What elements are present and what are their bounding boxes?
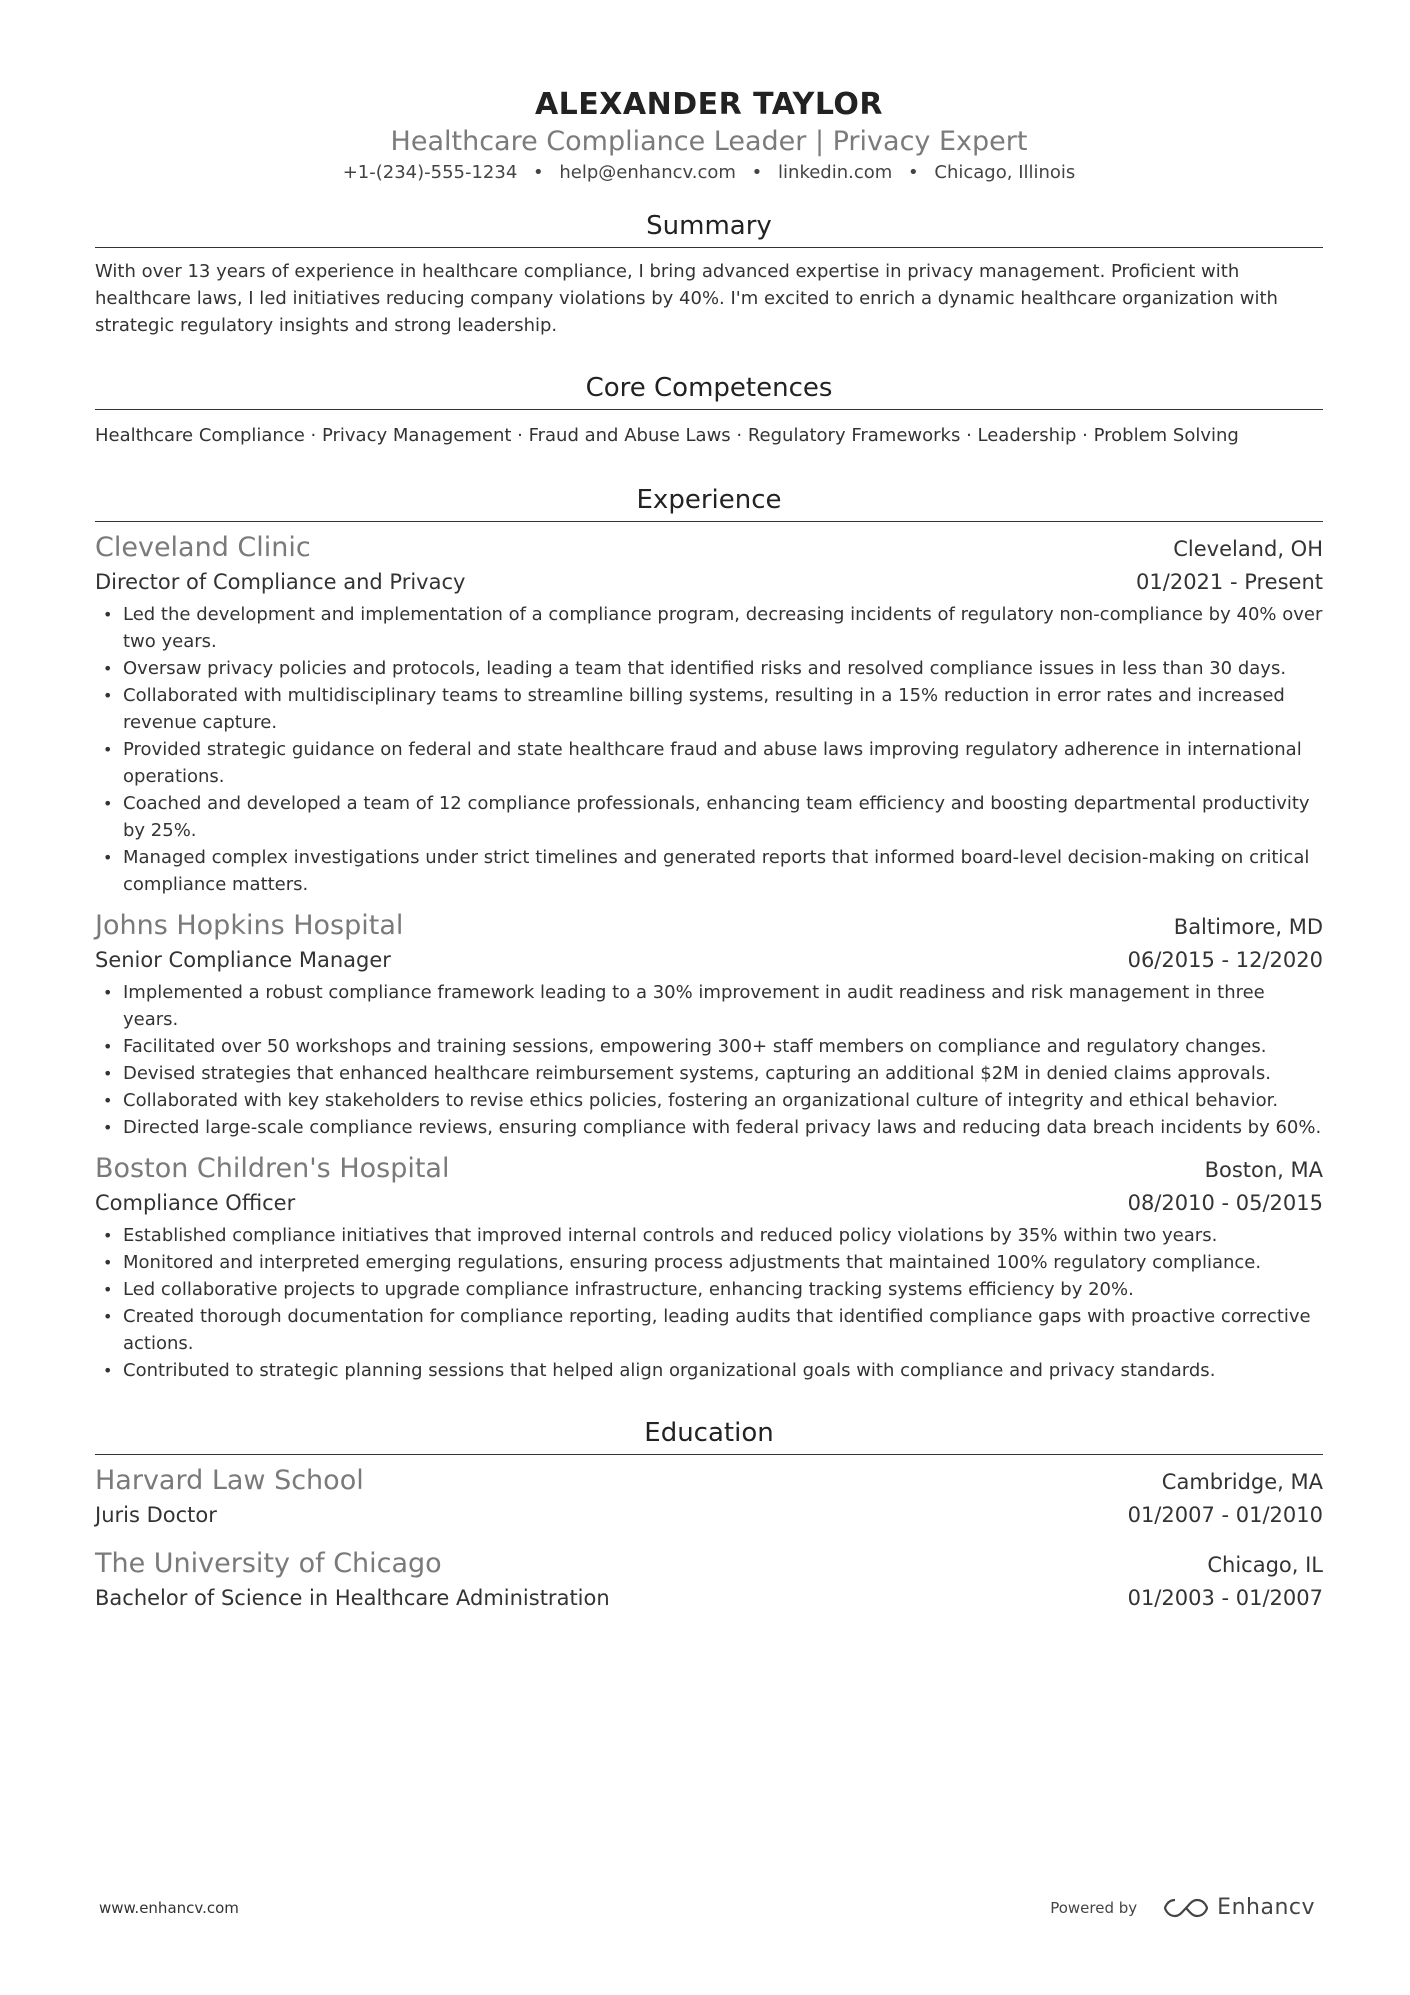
degree: Juris Doctor — [95, 1503, 217, 1527]
competences-section — [95, 371, 1323, 449]
entry-dates: 06/2015 - 12/2020 — [1127, 948, 1323, 972]
bullet-item: • Created thorough documentation for compliance reporting, leading audits that identified compliance gaps with proactive corrective actions. — [123, 1303, 1323, 1357]
bullet-item: • Contributed to strategic planning sessions that helped align organizational goals with compliance and privacy standards. — [123, 1357, 1323, 1384]
education-entry — [95, 1463, 1323, 1530]
entry-subhead — [95, 1500, 1323, 1530]
summary-text: With over 13 years of experience in healthcare compliance, I bring advanced expertise in privacy management. Proficient with healthcare laws, I led initiatives reducing company violations by 40%. I'm excited to enrich a dynamic healthcare organization with strategic regulatory insights and strong leadership. — [95, 261, 1278, 336]
email-link[interactable]: help@enhancv.com — [559, 162, 736, 183]
entry-location: Cambridge, MA — [1161, 1470, 1323, 1494]
bullet-item: • Coached and developed a team of 12 compliance professionals, enhancing team efficiency and boosting departmental productivity by 25%. — [123, 790, 1323, 844]
contact-separator: • — [751, 162, 763, 183]
brand-name: Enhancv — [1217, 1895, 1315, 1920]
entry-head — [95, 1546, 1323, 1583]
bullet-item: • Collaborated with multidisciplinary teams to streamline billing systems, resulting in a 15% reduction in error rates and increased revenue capture. — [123, 682, 1323, 736]
summary-section — [95, 209, 1323, 339]
website-link[interactable]: www.enhancv.com — [99, 1898, 239, 1917]
enhancv-logo-icon — [1163, 1896, 1209, 1920]
entry-dates: 01/2007 - 01/2010 — [1127, 1503, 1323, 1527]
powered-by-label: Powered by — [1050, 1898, 1138, 1917]
entry-location: Boston, MA — [1204, 1158, 1323, 1182]
degree: Bachelor of Science in Healthcare Administration — [95, 1586, 610, 1610]
entry-location: Baltimore, MD — [1173, 915, 1323, 939]
bullet-item: • Monitored and interpreted emerging regulations, ensuring process adjustments that maintained 100% regulatory compliance. — [123, 1249, 1323, 1276]
section-title: Experience — [95, 483, 1323, 522]
job-title: Compliance Officer — [95, 1191, 296, 1215]
organization: Johns Hopkins Hospital — [95, 910, 404, 941]
job-title: Director of Compliance and Privacy — [95, 570, 466, 594]
entry-dates: 01/2021 - Present — [1136, 570, 1323, 594]
entry-subhead — [95, 567, 1323, 597]
entry-dates: 08/2010 - 05/2015 — [1127, 1191, 1323, 1215]
section-title: Summary — [95, 209, 1323, 248]
entry-head — [95, 908, 1323, 945]
entry-dates: 01/2003 - 01/2007 — [1127, 1586, 1323, 1610]
experience-section — [95, 483, 1323, 1384]
bullet-item: • Led the development and implementation of a compliance program, decreasing incidents of regulatory non-compliance by 40% over two years. — [123, 601, 1323, 655]
bullet-item: • Collaborated with key stakeholders to revise ethics policies, fostering an organizational culture of integrity and ethical behavior. — [123, 1087, 1323, 1114]
enhancv-logo[interactable] — [1163, 1895, 1315, 1920]
phone: +1-(234)-555-1234 — [342, 162, 518, 183]
location: Chicago, Illinois — [934, 162, 1076, 183]
bullet-item: • Provided strategic guidance on federal and state healthcare fraud and abuse laws improving regulatory adherence in international operations. — [123, 736, 1323, 790]
linkedin-link[interactable]: linkedin.com — [778, 162, 893, 183]
job-title: Senior Compliance Manager — [95, 948, 391, 972]
organization: Boston Children's Hospital — [95, 1153, 450, 1184]
bullet-item: • Devised strategies that enhanced healthcare reimbursement systems, capturing an additional $2M in denied claims approvals. — [123, 1060, 1323, 1087]
entry-location: Chicago, IL — [1207, 1553, 1323, 1577]
contact-separator: • — [533, 162, 544, 183]
bullet-list — [95, 601, 1323, 898]
bullet-item: • Implemented a robust compliance framework leading to a 30% improvement in audit readiness and risk management in three years. — [123, 979, 1323, 1033]
resume-page — [95, 85, 1323, 1613]
candidate-name: ALEXANDER TAYLOR — [534, 87, 884, 122]
bullet-item: • Established compliance initiatives that improved internal controls and reduced policy violations by 35% within two years. — [123, 1222, 1323, 1249]
page-footer — [99, 1895, 1315, 1920]
bullet-item: • Led collaborative projects to upgrade compliance infrastructure, enhancing tracking systems efficiency by 20%. — [123, 1276, 1323, 1303]
experience-entry — [95, 1151, 1323, 1384]
entry-subhead — [95, 945, 1323, 975]
entry-subhead — [95, 1188, 1323, 1218]
entry-subhead — [95, 1583, 1323, 1613]
entry-head — [95, 1151, 1323, 1188]
section-title: Education — [95, 1416, 1323, 1455]
candidate-subtitle: Healthcare Compliance Leader | Privacy Expert — [390, 126, 1028, 157]
entry-head — [95, 1463, 1323, 1500]
entry-location: Cleveland, OH — [1173, 537, 1323, 561]
bullet-item: • Managed complex investigations under strict timelines and generated reports that informed board-level decision-making on critical compliance matters. — [123, 844, 1323, 898]
education-section — [95, 1416, 1323, 1613]
experience-entry — [95, 530, 1323, 898]
section-title: Core Competences — [95, 371, 1323, 410]
contact-separator: • — [908, 162, 919, 183]
competences-list: Healthcare Compliance · Privacy Management · Fraud and Abuse Laws · Regulatory Frameworks · Leadership · Problem Solving — [95, 425, 1239, 446]
education-entry — [95, 1546, 1323, 1613]
organization: Cleveland Clinic — [95, 532, 311, 563]
school-name: Harvard Law School — [95, 1465, 364, 1496]
bullet-item: • Facilitated over 50 workshops and training sessions, empowering 300+ staff members on compliance and regulatory changes. — [123, 1033, 1323, 1060]
bullet-item: • Oversaw privacy policies and protocols, leading a team that identified risks and resolved compliance issues in less than 30 days. — [123, 655, 1323, 682]
experience-entry — [95, 908, 1323, 1141]
entry-head — [95, 530, 1323, 567]
contact-line — [95, 159, 1323, 187]
bullet-list — [95, 979, 1323, 1141]
bullet-item: • Directed large-scale compliance reviews, ensuring compliance with federal privacy laws and reducing data breach incidents by 60%. — [123, 1114, 1323, 1141]
resume-header — [95, 85, 1323, 187]
school-name: The University of Chicago — [95, 1548, 442, 1579]
powered-by — [1050, 1895, 1315, 1920]
bullet-list — [95, 1222, 1323, 1384]
